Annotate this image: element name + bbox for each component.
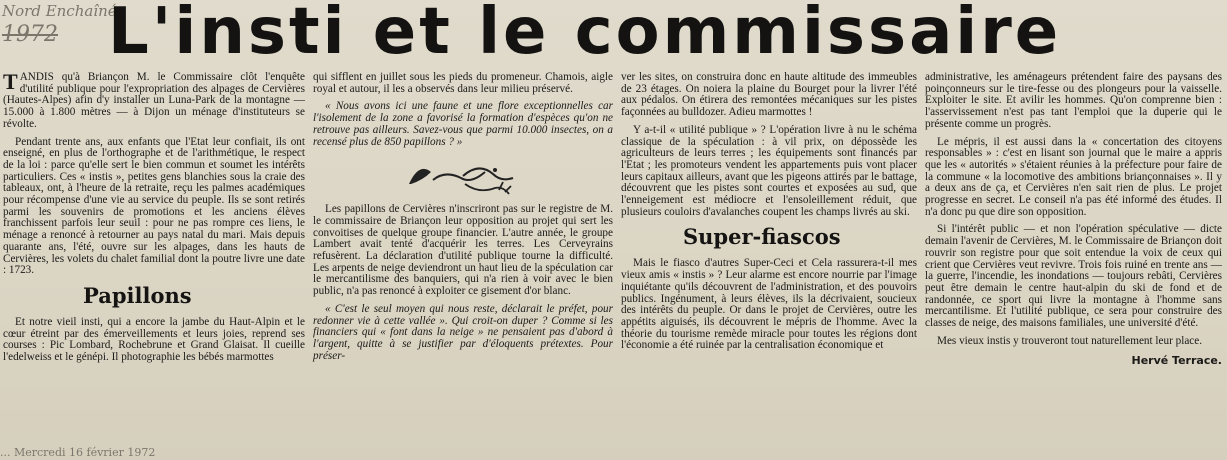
paragraph: Le mépris, il est aussi dans la « concertation des citoyens responsables » : c'est en lisant son journal que le maire a appris que les « autorités » s'étaient réunies à la préfecture pour faire de la commune « la locomotive des ambitions briançonnaises ». Il y a deux ans de ça, et Cervières n'en sait rien de plus. Le projet progresse en secret. Le conseil n'a pas été informé des études. Il n'a donc pu que dire son opposition.	[925, 135, 1222, 218]
article-column-4	[925, 72, 1222, 367]
paragraph: Et notre vieil insti, qui a encore la jambe du Haut-Alpin et le cœur étreint par des émerveillements et leurs joies, reprend ses courses : Pic Lombard, Rochebrune et Grand Glaisat. Il cueille l'edelweiss et le génépi. Il photographie les bébés marmottes	[3, 315, 305, 364]
intro-text: ANDIS qu'à Briançon M. le Commissaire clôt l'enquête d'utilité publique pour l'expropriation des alpages de Cervières (Hautes-Alpes) afin d'y installer un Luna-Park de la montagne — 15.000 à 1.800 mètres — à Dijon un ménage d'instituteurs se révolte.	[3, 71, 305, 130]
author-signature: Hervé Terrace.	[1131, 354, 1222, 368]
paragraph: Mes vieux instis y trouveront tout naturellement leur place.	[937, 334, 1203, 347]
paragraph: qui sifflent en juillet sous les pieds du promeneur. Chamois, aigle royal et autour, il les a observés dans leur milieu préservé.	[313, 71, 613, 95]
paragraph: administrative, les aménageurs prétendent faire des paysans des poinçonneurs sur le tire-fesse ou des plongeurs pour la vaisselle. Exploiter le site. Et avilir les hommes. Qu'on comprenne bien : l'asservissement n'est pas tant l'emploi que la duperie qui le présente comme un progrès.	[925, 71, 1222, 130]
paragraph: ver les sites, on construira donc en haute altitude des immeubles de 23 étages. On noiera la plaine du Bourget pour la livrer l'été aux pédalos. On étirera des remontées mécaniques sur les pistes façonnées au bulldozer. Adieu marmottes !	[621, 71, 917, 119]
handwritten-source: Nord Enchaîné	[2, 2, 117, 20]
goat-ornament-icon	[403, 154, 523, 198]
quote-paragraph: « Nous avons ici une faune et une flore exceptionnelles car l'isolement de la zone a favorisé la formation d'espèces qu'on ne retrouve pas ailleurs. Savez-vous que parmi 10.000 insectes, on a recensé plus de 850 papillons ? »	[313, 100, 613, 148]
article-column-1	[3, 69, 305, 370]
article-column-2	[313, 72, 613, 368]
paragraph: Y a-t-il « utilité publique » ? L'opération livre à nu le schéma classique de la spéculation : à vil prix, on dépossède les agriculteurs de leurs terres ; les équipements sont financés par l'Etat ; les promoteurs vendent les appartements puis vont placer leurs capitaux ailleurs, avant que les pigeons attirés par le battage, découvrent que les pistes sont courtes et exposées au sud, que l'enneigement est médiocre et l'ensoleillement réduit, que plusieurs couloirs d'avalanches coupent les champs livrés au ski.	[621, 123, 917, 218]
subheading-papillons: Papillons	[83, 282, 192, 308]
page-footer-date: ... Mercredi 16 février 1972	[0, 446, 156, 459]
paragraph: Mais le fiasco d'autres Super-Ceci et Cela rassurera-t-il mes vieux amis « instis » ? Leur alarme est encore nourrie par l'image inquiétante qu'ils découvrent de l'administration, et des pouvoirs publics. Ingénument, à leurs élèves, ils la décrivaient, soucieux des intérêts du peuple. Or dans le projet de Cervières, outre les appétits aiguisés, ils découvrent le mépris de l'homme. Avec la théorie du tourisme remède miracle pour toutes les régions dont l'économie a été ruinée par la centralisation économique et	[621, 257, 917, 352]
article-column-3	[621, 72, 917, 358]
paragraph: Si l'intérêt public — et non l'opération spéculative — dicte demain l'avenir de Cervières, M. le Commissaire de Briançon doit rouvrir son registre pour que soit entendue la voix de ceux qui crient que Cervières veut revivre. Trois fois ruiné en trente ans — la guerre, l'incendie, les inondations — toujours rebâti, Cervières peut être demain le centre haut-alpin du ski de fond et de randonnée, ce sport qui livre la montagne à l'homme sans mercantilisme. Et l'utilité publique, ce sera pour construire des classes de neige, des maisons familiales, une université d'été.	[925, 223, 1222, 330]
subheading-super-fiascos: Super-fiascos	[683, 224, 841, 250]
drop-cap: T	[3, 69, 18, 94]
paragraph: « C'est le seul moyen qui nous reste, déclarait le préfet, pour redonner vie à cette vallée ». Qui croit-on duper ? Comme si les financiers qui « font dans la neige » ne pensaient pas d'abord à l'argent, quitte à se justifier par d'éloquents prétextes. Pour préser-	[313, 302, 613, 362]
article-headline: L'insti et le commissaire	[108, 0, 1062, 69]
handwritten-year: 1972	[2, 22, 58, 47]
intro-paragraph	[3, 69, 305, 131]
paragraph: Pendant trente ans, aux enfants que l'Etat leur confiait, ils ont enseigné, en plus de l'orthographe et de l'arithmétique, le respect de la loi : parce qu'elle sert le bien commun et soumet les intérêts particuliers. Ces « instis », petites gens blanchies sous la craie des tableaux, ont, à l'heure de la retraite, reçu les palmes académiques pour récompense d'une vie au service du peuple. Ils se sont retirés parmi les souvenirs de promotions et les anciens élèves franchissent parfois leur seuil : pour ne pas rompre ces liens, le ménage a renoncé à retourner au pays natal du mari. Mais depuis quarante ans, l'été, ouvre sur les alpages, dans les hauts de Cervières, les volets du chalet familial dont la poutre livre une date : 1723.	[3, 135, 305, 277]
paragraph: Les papillons de Cervières n'inscriront pas sur le registre de M. le commissaire de Briançon leur opposition au projet qui sert les convoitises de quelque groupe financier. L'autre année, le groupe Lambert avait tenté d'acquérir les terres. Les Cerveyrains refusèrent. La déclaration d'utilité publique tourne la difficulté. Les arpents de neige deviendront un haut lieu de la spéculation car le mercantilisme des banquiers, qui n'a rien à voir avec le bien public, n'a pas renoncé à exploiter ce gisement d'or blanc.	[313, 203, 613, 298]
